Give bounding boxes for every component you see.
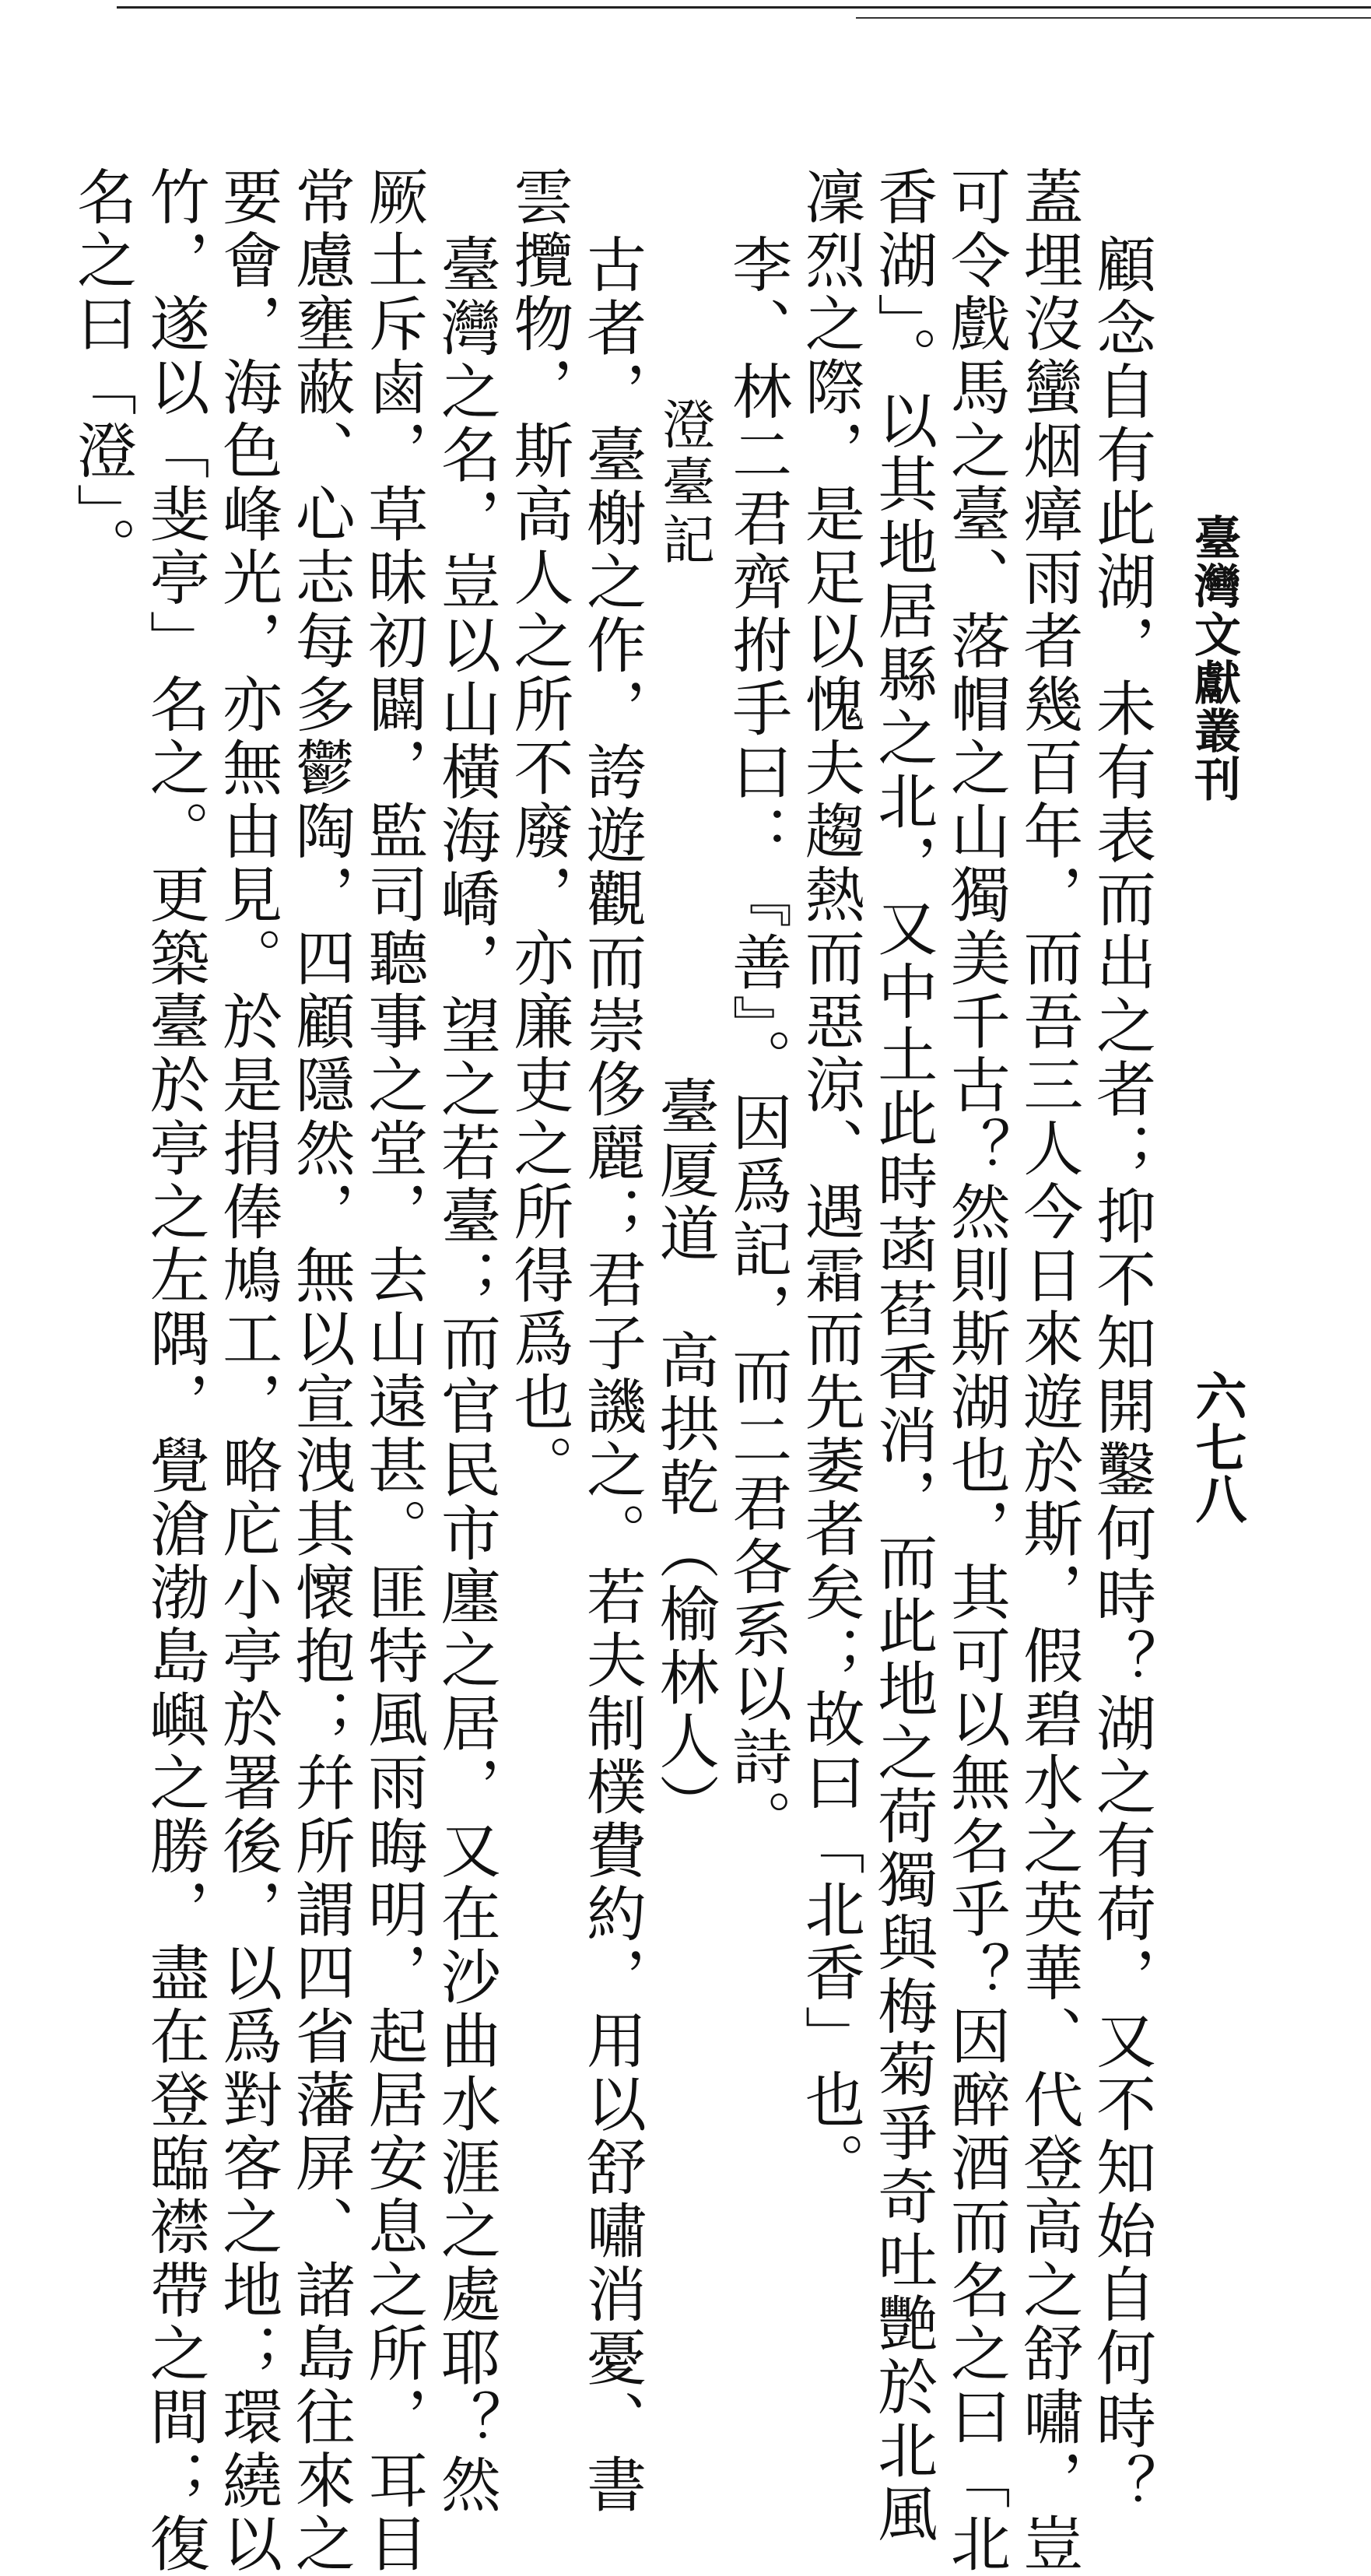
text-column: 臺灣之名，豈以山橫海嶠，望之若臺；而官民市廛之居，又在沙曲水涯之處耶？然 [430, 233, 500, 2517]
text-column: 常慮壅蔽、心志每多鬱陶，四顧隱然，無以宣洩其懷抱；幷所謂四省藩屏、諸島往來之 [285, 166, 355, 2576]
text-column: 古者，臺榭之作，誇遊觀而崇侈麗；君子譏之。若夫制樸費約，用以舒嘯消憂、書 [577, 233, 646, 2517]
text-column: 香湖」。以其地居縣之北，又中土此時菡萏香消，而此地之荷獨與梅菊爭奇吐艷於北風 [868, 166, 938, 2546]
top-rule [117, 6, 1371, 9]
essay-heading-column [649, 397, 719, 1837]
text-column: 雲攬物，斯高人之所不廢，亦廉吏之所得爲也。 [503, 166, 573, 1498]
essay-byline: 臺厦道 高拱乾（榆林人） [649, 1076, 719, 1837]
page-number: 六七八 [1187, 1370, 1247, 1524]
top-rule-secondary [856, 17, 1371, 19]
text-column: 要會，海色峰光，亦無由見。於是捐俸鳩工，略庀小亭於署後，以爲對客之地；環繞以 [212, 166, 282, 2576]
text-column: 顧念自有此湖，未有表而出之者；抑不知開鑿何時？湖之有荷，又不知始自何時？ [1086, 233, 1155, 2517]
text-column: 名之曰「澄」。 [67, 166, 136, 580]
text-column: 竹，遂以「斐亭」名之。更築臺於亭之左隅，覺滄渤島嶼之勝，盡在登臨襟帶之間；復 [139, 166, 209, 2576]
text-column: 可令戲馬之臺、落帽之山獨美千古？然則斯湖也，其可以無名乎？因醉酒而名之曰「北 [940, 166, 1010, 2576]
running-header-title: 臺灣文獻叢刊 [1187, 514, 1241, 803]
essay-title: 澄臺記 [653, 397, 715, 570]
text-column: 凜烈之際，是足以愧夫趨熱而惡涼、遇霜而先萎者矣；故曰「北香」也。 [794, 166, 864, 2195]
text-column: 蓋埋沒蠻烟瘴雨者幾百年，而吾三人今日來遊於斯，假碧水之英華、代登高之舒嘯，豈 [1013, 166, 1083, 2576]
text-column: 厥土斥鹵，草昧初闢，監司聽事之堂，去山遠甚。匪特風雨晦明，起居安息之所，耳目 [358, 166, 428, 2576]
text-column: 李、林二君齊拊手曰：『善』。因爲記，而二君各系以詩。 [722, 233, 792, 1853]
